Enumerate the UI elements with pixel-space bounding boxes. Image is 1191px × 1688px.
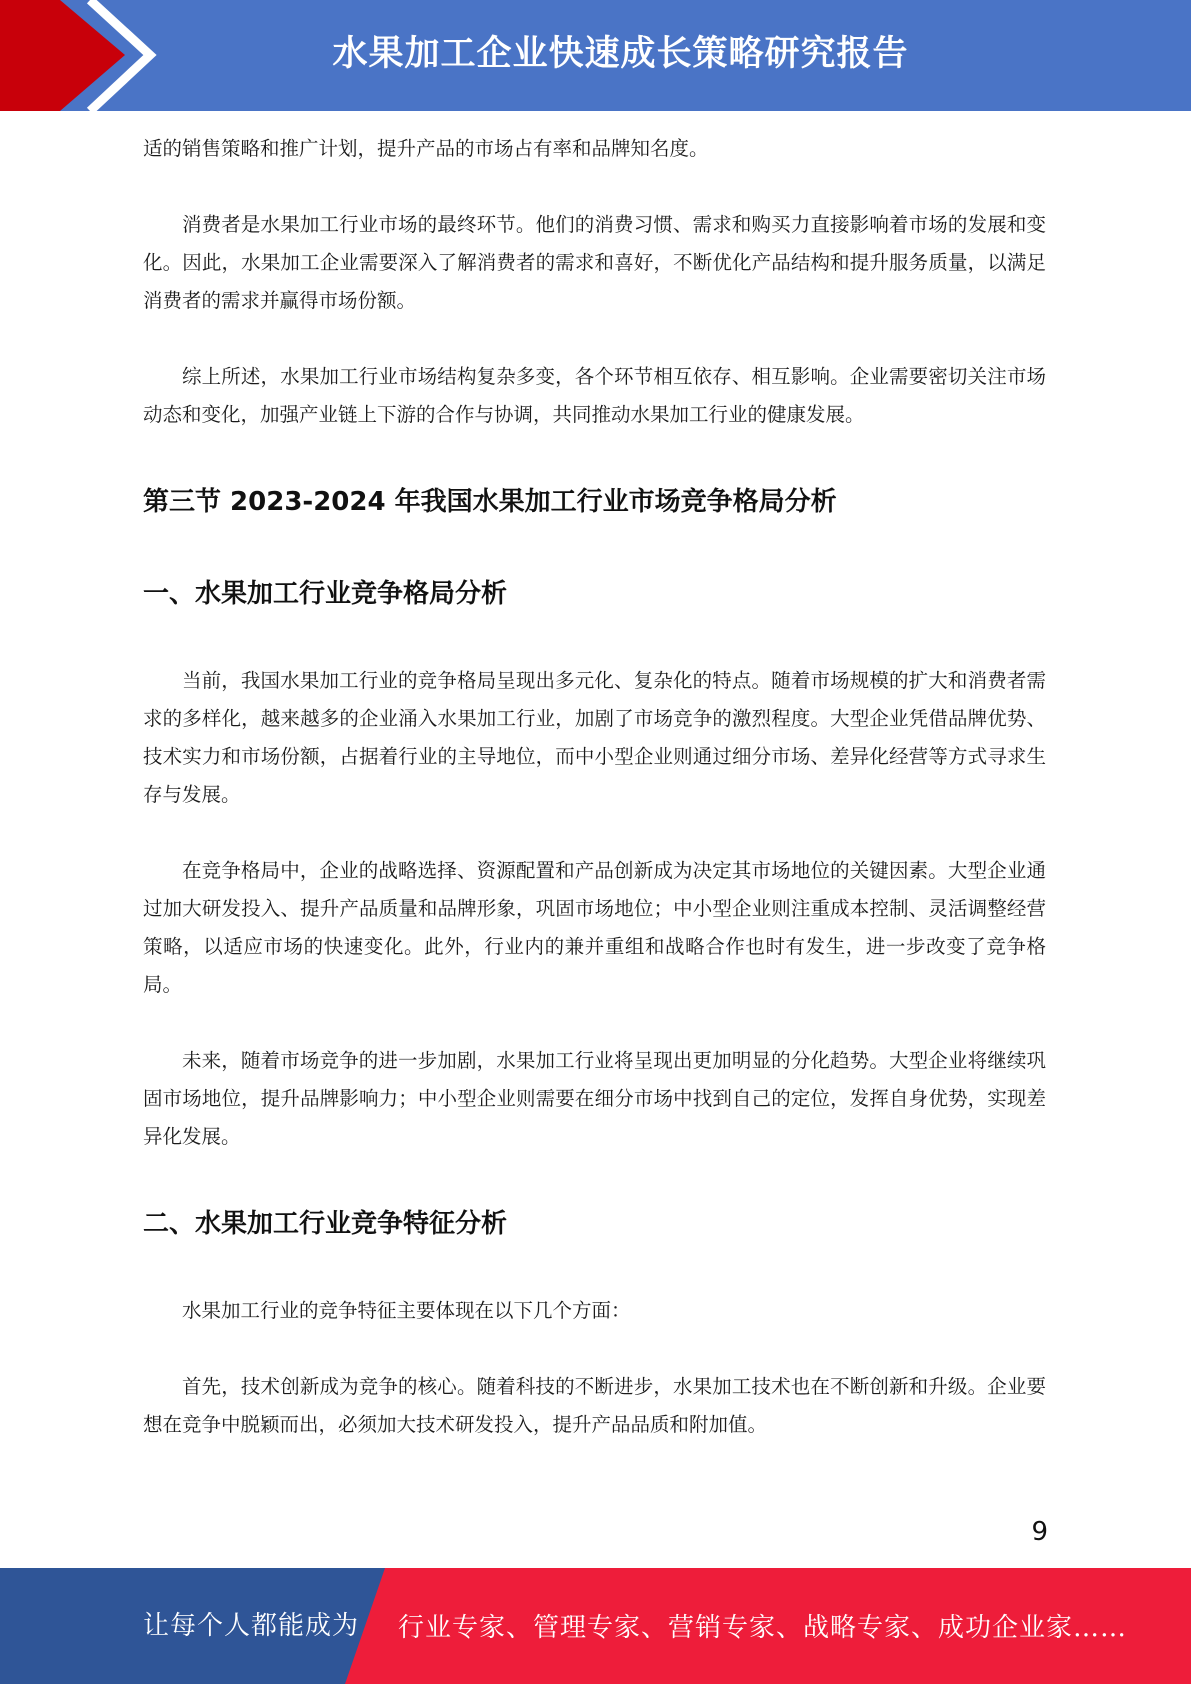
paragraph-intro: 适的销售策略和推广计划，提升产品的市场占有率和品牌知名度。: [143, 137, 709, 160]
paragraph-current: 当前，我国水果加工行业的竞争格局呈现出多元化、复杂化的特点。随着市场规模的扩大和消费者需求的多样化，越来越多的企业涌入水果加工行业，加剧了市场竞争的激烈程度。大型企业凭借品牌优势、技术实力和市场份额，占据着行业的主导地位，而中小型企业则通过细分市场、差异化经营等方式寻求生存与发展。: [143, 669, 1046, 806]
header-banner: [0, 0, 1191, 111]
footer-slogan-right: 行业专家、管理专家、营销专家、战略专家、成功企业家……: [398, 1613, 1128, 1643]
header-arrow-decoration: [0, 0, 160, 111]
paragraph-summary: 综上所述，水果加工行业市场结构复杂多变，各个环节相互依存、相互影响。企业需要密切关注市场动态和变化，加强产业链上下游的合作与协调，共同推动水果加工行业的健康发展。: [143, 365, 1046, 426]
paragraph-features-intro: 水果加工行业的竞争特征主要体现在以下几个方面：: [182, 1299, 631, 1322]
subsection-title-2: 二、水果加工行业竞争特征分析: [143, 1209, 508, 1239]
page-content: [143, 130, 1046, 1444]
footer-banner: [0, 1568, 1191, 1684]
subsection-title-1: 一、水果加工行业竞争格局分析: [143, 579, 508, 609]
paragraph-future: 未来，随着市场竞争的进一步加剧，水果加工行业将呈现出更加明显的分化趋势。大型企业将继续巩固市场地位，提升品牌影响力；中小型企业则需要在细分市场中找到自己的定位，发挥自身优势，实现差异化发展。: [143, 1049, 1046, 1148]
footer-slogan-left: 让每个人都能成为: [143, 1611, 360, 1641]
report-title: 水果加工企业快速成长策略研究报告: [332, 34, 909, 74]
section-title: 第三节 2023-2024 年我国水果加工行业市场竞争格局分析: [143, 487, 837, 517]
paragraph-factors: 在竞争格局中，企业的战略选择、资源配置和产品创新成为决定其市场地位的关键因素。大型企业通过加大研发投入、提升产品质量和品牌形象，巩固市场地位；中小型企业则注重成本控制、灵活调整经营策略，以适应市场的快速变化。此外，行业内的兼并重组和战略合作也时有发生，进一步改变了竞争格局。: [143, 859, 1046, 996]
paragraph-consumer: 消费者是水果加工行业市场的最终环节。他们的消费习惯、需求和购买力直接影响着市场的发展和变化。因此，水果加工企业需要深入了解消费者的需求和喜好，不断优化产品结构和提升服务质量，以满足消费者的需求并赢得市场份额。: [143, 213, 1046, 312]
page-number: 9: [1031, 1517, 1048, 1547]
paragraph-first: 首先，技术创新成为竞争的核心。随着科技的不断进步，水果加工技术也在不断创新和升级。企业要想在竞争中脱颖而出，必须加大技术研发投入，提升产品品质和附加值。: [143, 1375, 1046, 1436]
